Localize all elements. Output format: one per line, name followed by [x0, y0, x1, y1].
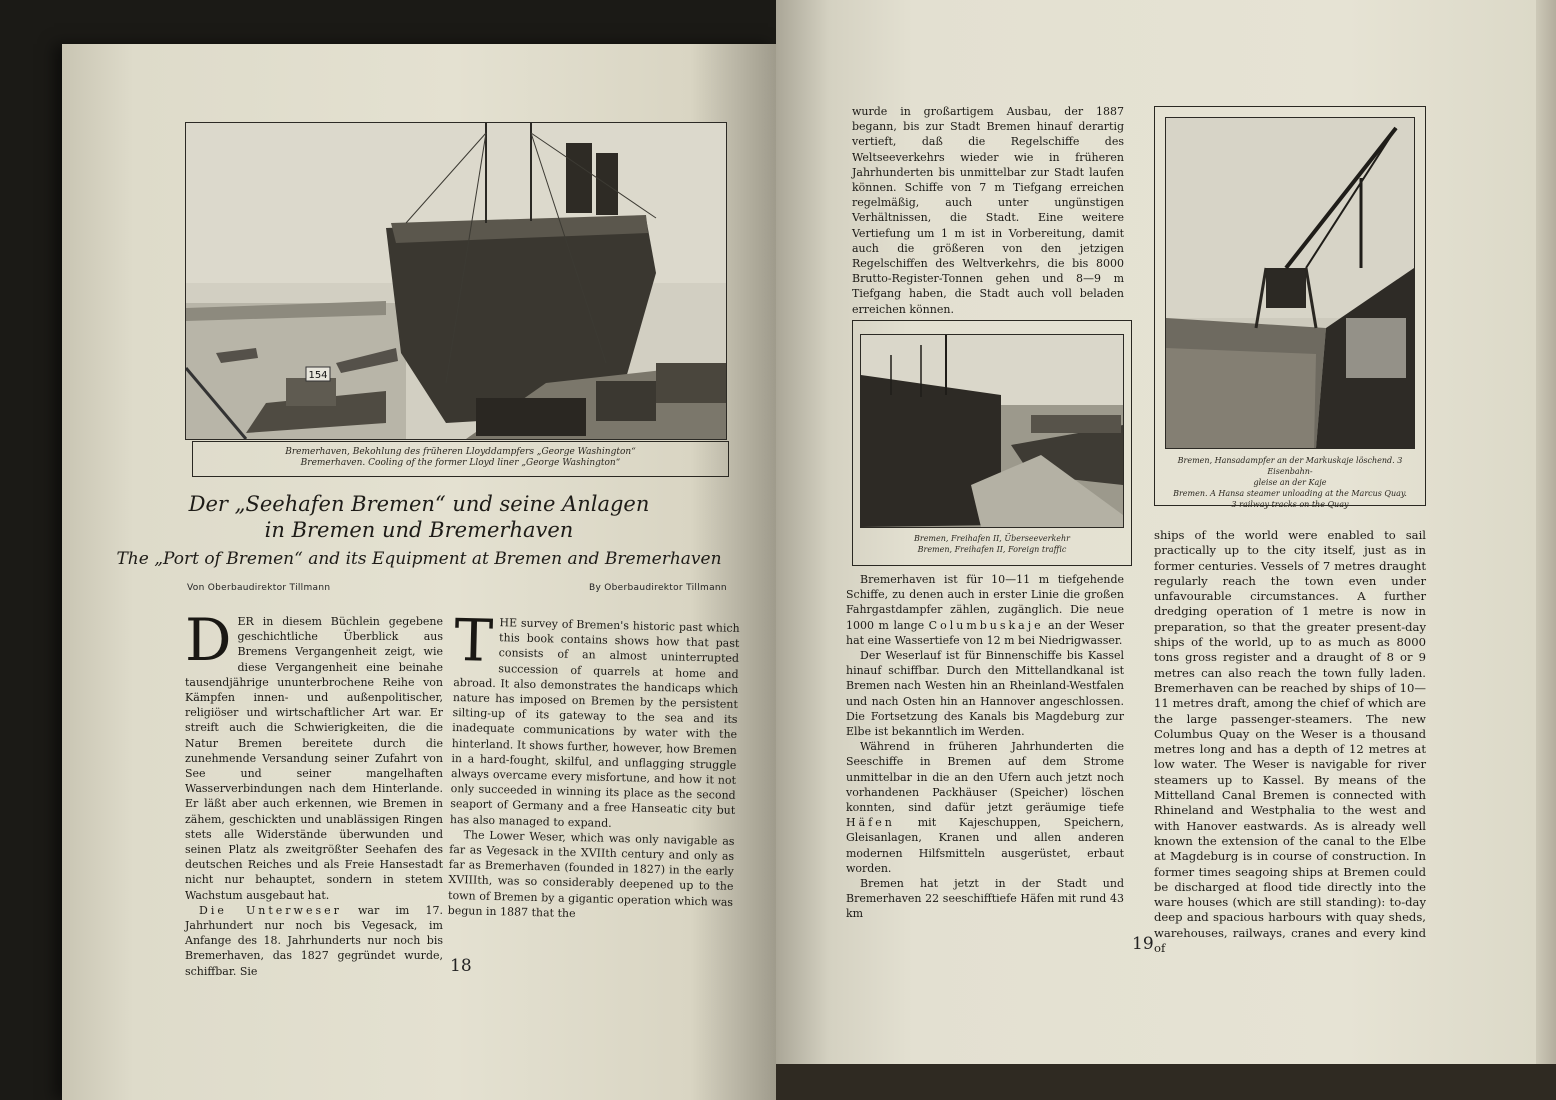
spaced-columbuskaje: Columbuskaje: [928, 618, 1044, 632]
ship-engraving: [186, 123, 726, 439]
german-bottom-p4: Bremen hat jetzt in der Stadt und Bremerhaven 22 seeschifftiefe Häfen mit rund 43 km: [846, 877, 1124, 921]
german-top-paragraph: wurde in großartigem Ausbau, der 1887 begann, bis zur Stadt Bremen hinauf derartig vertieft, daß die Regelschiffe des Weltseeverkehrs wieder wie in früheren Jahrhunderten bis unmittelbar zur Stadt laufen können. Schiffe von 7 m Tiefgang erreichen regelmäßig, auch unter ungünstigen Verhältnissen, die Stadt. Eine weitere Vertiefung um 1 m ist in Vorbereitung, damit auch die größeren von den jetzigen Regelschiffen des Weltverkehrs, die bis 8000 Brutto-Register-Tonnen gehen und 8—9 m Tiefgang haben, die Stadt auch voll beladen erreichen können.: [852, 105, 1124, 316]
german-bottom-p3-rest: mit Kajeschuppen, Speichern, Gleisanlagen, Kranen und allen anderen modernen Hilfsmitteln ausgerüstet, erbaut worden.: [846, 816, 1124, 875]
hull-number: 154: [308, 370, 328, 381]
markuskaje-caption-de-2: gleise an der Kaje: [1253, 478, 1327, 487]
column-english: [447, 606, 740, 925]
column-german: [185, 606, 443, 979]
column-german-top: [852, 104, 1124, 317]
freihafen-frame: [852, 320, 1132, 566]
german-bottom-p2: Der Weserlauf ist für Binnenschiffe bis Kassel hinauf schiffbar. Durch den Mittellandkanal ist Bremen nach Westen hin an Rheinland-Westfalen und nach Osten hin an Hannover angeschlossen. Die Fortsetzung des Kanals bis Magdeburg zur Elbe ist bekanntlich im Werden.: [846, 649, 1124, 739]
caption-de: Bremerhaven, Bekohlung des früheren Lloyddampfers „George Washington“: [285, 447, 636, 457]
spaced-unterweser: Die Unterweser: [199, 903, 342, 917]
spaced-haefen: Häfen: [846, 816, 895, 830]
byline-de: Von Oberbaudirektor Tillmann: [187, 583, 331, 593]
page-19: [776, 0, 1536, 1064]
german-paragraph-2: war im 17. Jahrhundert nur noch bis Vegesack, im Anfange des 18. Jahrhunderts nur noch bis Bremerhaven, das 1827 gegründet wurde, schiffbar. Sie: [185, 903, 443, 978]
crane-photo: [1166, 118, 1414, 448]
dropcap-t: T: [453, 606, 494, 675]
english-paragraph-1: HE survey of Bremen's historic past which this book contains shows how that past consists of an almost uninterrupted succession of quarrels at home and abroad. It also demonstrates the handicaps which nature has imposed on Bremen by the persistent silting-up of its gateway to the sea and its inadequate communications by water with the hinterland. It shows further, however, how Bremen in a hard-fought, skilful, and unflagging struggle always overcame every misfortune, and how it not only succeeded in winning its place as the second seaport of Germany and a free Hanseatic city but has also managed to expand.: [449, 616, 740, 830]
freihafen-caption-en: Bremen, Freihafen II, Foreign traffic: [917, 545, 1067, 554]
caption-en: Bremerhaven. Cooling of the former Lloyd liner „George Washington“: [300, 458, 621, 468]
article-title-de-line1: Der „Seehafen Bremen“ und seine Anlagen: [188, 492, 650, 516]
markuskaje-caption-en-1: Bremen. A Hansa steamer unloading at the Marcus Quay.: [1173, 489, 1407, 498]
german-bottom-p1: Bremerhaven ist für 10—11 m tiefgehende Schiffe, zu denen auch in erster Linie die großen Fahrgastdampfer zählen, zugänglich. Die neue 1000 m lange: [846, 573, 1124, 632]
english-paragraph-2: The Lower Weser, which was only navigable as far as Vegesack in the XVIIth century and only as far as Bremerhaven (founded in 1827) in the early XVIIIth, was so considerably deepened up to the town of Bremen by a gigantic operation which was begun in 1887 that the: [447, 828, 735, 920]
german-paragraph-1: ER in diesem Büchlein gegebene geschichtliche Überblick aus Bremens Vergangenheit zeigt, wie diese Vergangenheit eine beinahe tausendjährige ununterbrochene Reihe von Kämpfen innen- und außenpolitischer, religiöser und wirtschaftlicher Art war. Er streift auch die Schwierigkeiten, die die Natur Bremen bereitete durch die zunehmende Versandung seiner Zufahrt von See und seiner mangelhaften Wasserverbindungen nach dem Hinterlande. Er läßt aber auch erkennen, wie Bremen in zähem, geschickten und unablässigen Ringen stets alle Widerstände überwunden und seinen Platz als zweitgrößter Seehafen des deutschen Reiches und als Freie Hansestadt nicht nur behauptet, sondern in stetem Wachstum ausgebaut hat.: [185, 615, 443, 902]
column-german-bottom: [846, 572, 1124, 922]
article-title-de-line2: in Bremen und Bremerhaven: [264, 518, 574, 542]
german-bottom-p1-rest: an der Weser hat eine Wassertiefe von 12 m bei Niedrigwasser.: [846, 618, 1124, 647]
table-edge: [776, 1064, 1556, 1100]
byline-en: By Oberbaudirektor Tillmann: [589, 583, 727, 593]
main-photo-caption: [192, 441, 729, 477]
page-edge: [1536, 0, 1556, 1064]
crane-frame: [1154, 106, 1426, 509]
article-title-en: The „Port of Bremen“ and its Equipment at Bremen and Bremerhaven: [116, 549, 722, 569]
column-english-right: [1154, 528, 1426, 956]
photo-george-washington: [185, 122, 727, 440]
dropcap-d: D: [185, 606, 232, 674]
markuskaje-caption-de-1: Bremen, Hansadampfer an der Markuskaje löschend. 3 Eisenbahn-: [1177, 456, 1403, 476]
page-18: [62, 44, 776, 1100]
page-number-19: 19: [1132, 934, 1154, 954]
english-right-paragraph: ships of the world were enabled to sail practically up to the city itself, just as in former centuries. Vessels of 7 metres draught regularly reach the town even under unfavourable circumstances. A further dredging operation of 1 metre is now in preparation, so that the greater present-day ships of the world, up to as much as 8000 tons gross register and a draught of 8 or 9 metres can also reach the town fully laden. Bremerhaven can be reached by ships of 10—11 metres draft, among the chief of which are the large passenger-steamers. The new Columbus Quay on the Weser is a thousand metres long and has a depth of 12 metres at low water. The Weser is navigable for river steamers up to Kassel. By means of the Mittelland Canal Bremen is connected with Rhineland and Westphalia to the west and with Hanover eastwards. As is already well known the extension of the canal to the Elbe at Magdeburg is in course of construction. In former times seagoing ships at Bremen could be discharged at flood tide directly into the ware houses (which are still standing): to-day deep and spacious harbours with quay sheds, warehouses, railways, cranes and every kind of: [1154, 528, 1426, 956]
markuskaje-caption-en-2: 3 railway tracks on the Quay: [1231, 500, 1349, 509]
page-number-18: 18: [450, 956, 472, 976]
german-bottom-p3: Während in früheren Jahrhunderten die Seeschiffe in Bremen auf dem Strome unmittelbar in die an den Ufern auch jetzt noch vorhandenen Packhäuser (Speicher) löschen konnten, sind dafür jetzt geräumige tiefe: [846, 740, 1124, 815]
photo-markuskaje: [1165, 117, 1415, 449]
freihafen-caption-de: Bremen, Freihafen II, Überseeverkehr: [913, 534, 1070, 543]
